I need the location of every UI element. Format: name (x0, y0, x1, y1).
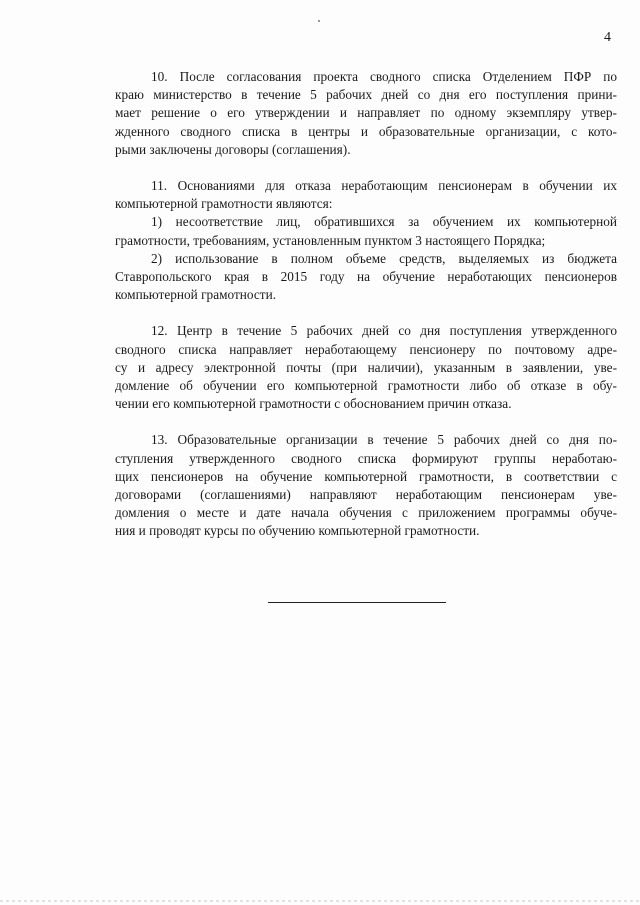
scan-speck (318, 20, 320, 22)
paragraph-10 (115, 68, 617, 159)
paragraph-11-item-2 (115, 250, 617, 305)
end-of-document-rule (268, 602, 446, 603)
paragraph-12 (115, 322, 617, 413)
text-line: 2) использование в полном объеме средств, выделяемых из бюджета (151, 250, 617, 266)
text-line: су и адресу электронной почты (при наличии), указанным в заявлении, уве- (115, 359, 617, 375)
paragraph-13 (115, 431, 617, 540)
text-line: компьютерной грамотности. (115, 287, 277, 303)
text-line: ступления утвержденного сводного списка формируют группы неработаю- (115, 450, 617, 466)
text-line: 12. Центр в течение 5 рабочих дней со дня поступления утвержденного (151, 323, 617, 339)
text-line: щих пенсионеров на обучение компьютерной грамотности, в соответствии с (115, 468, 617, 484)
text-line: компьютерной грамотности являются: (115, 196, 333, 212)
text-line: 1) несоответствие лиц, обратившихся за обучением их компьютерной (151, 214, 617, 230)
text-line: грамотности, требованиям, установленным пунктом 3 настоящего Порядка; (115, 232, 546, 248)
paragraph-11 (115, 177, 617, 213)
text-line: чении его компьютерной грамотности с обоснованием причин отказа. (115, 396, 512, 412)
text-line: 11. Основаниями для отказа неработающим пенсионерам в обучении их (151, 178, 617, 194)
document-body (115, 68, 617, 541)
text-line: домления о месте и дате начала обучения с приложением программы обуче- (115, 505, 617, 521)
page-number: 4 (604, 30, 611, 45)
text-line: 13. Образовательные организации в течение 5 рабочих дней со дня по- (151, 432, 617, 448)
scan-edge (0, 900, 640, 902)
text-line: домление об обучении его компьютерной грамотности либо об отказе в обу- (115, 378, 617, 394)
text-line: договорами (соглашениями) направляют неработающим пенсионерам уве- (115, 487, 617, 503)
text-line: рыми заключены договоры (соглашения). (115, 141, 351, 157)
text-line: Ставропольского края в 2015 году на обучение неработающих пенсионеров (115, 269, 617, 285)
paragraph-11-item-1 (115, 213, 617, 249)
text-line: 10. После согласования проекта сводного списка Отделением ПФР по (151, 69, 617, 84)
text-line: жденного сводного списка в центры и образовательные организации, с кото- (115, 123, 617, 139)
text-line: краю министерство в течение 5 рабочих дней со дня его поступления прини- (115, 87, 617, 103)
text-line: мает решение о его утверждении и направляет по одному экземпляру утвер- (115, 105, 617, 121)
text-line: ния и проводят курсы по обучению компьютерной грамотности. (115, 523, 480, 539)
text-line: сводного списка направляет неработающему пенсионеру по почтовому адре- (115, 341, 617, 357)
